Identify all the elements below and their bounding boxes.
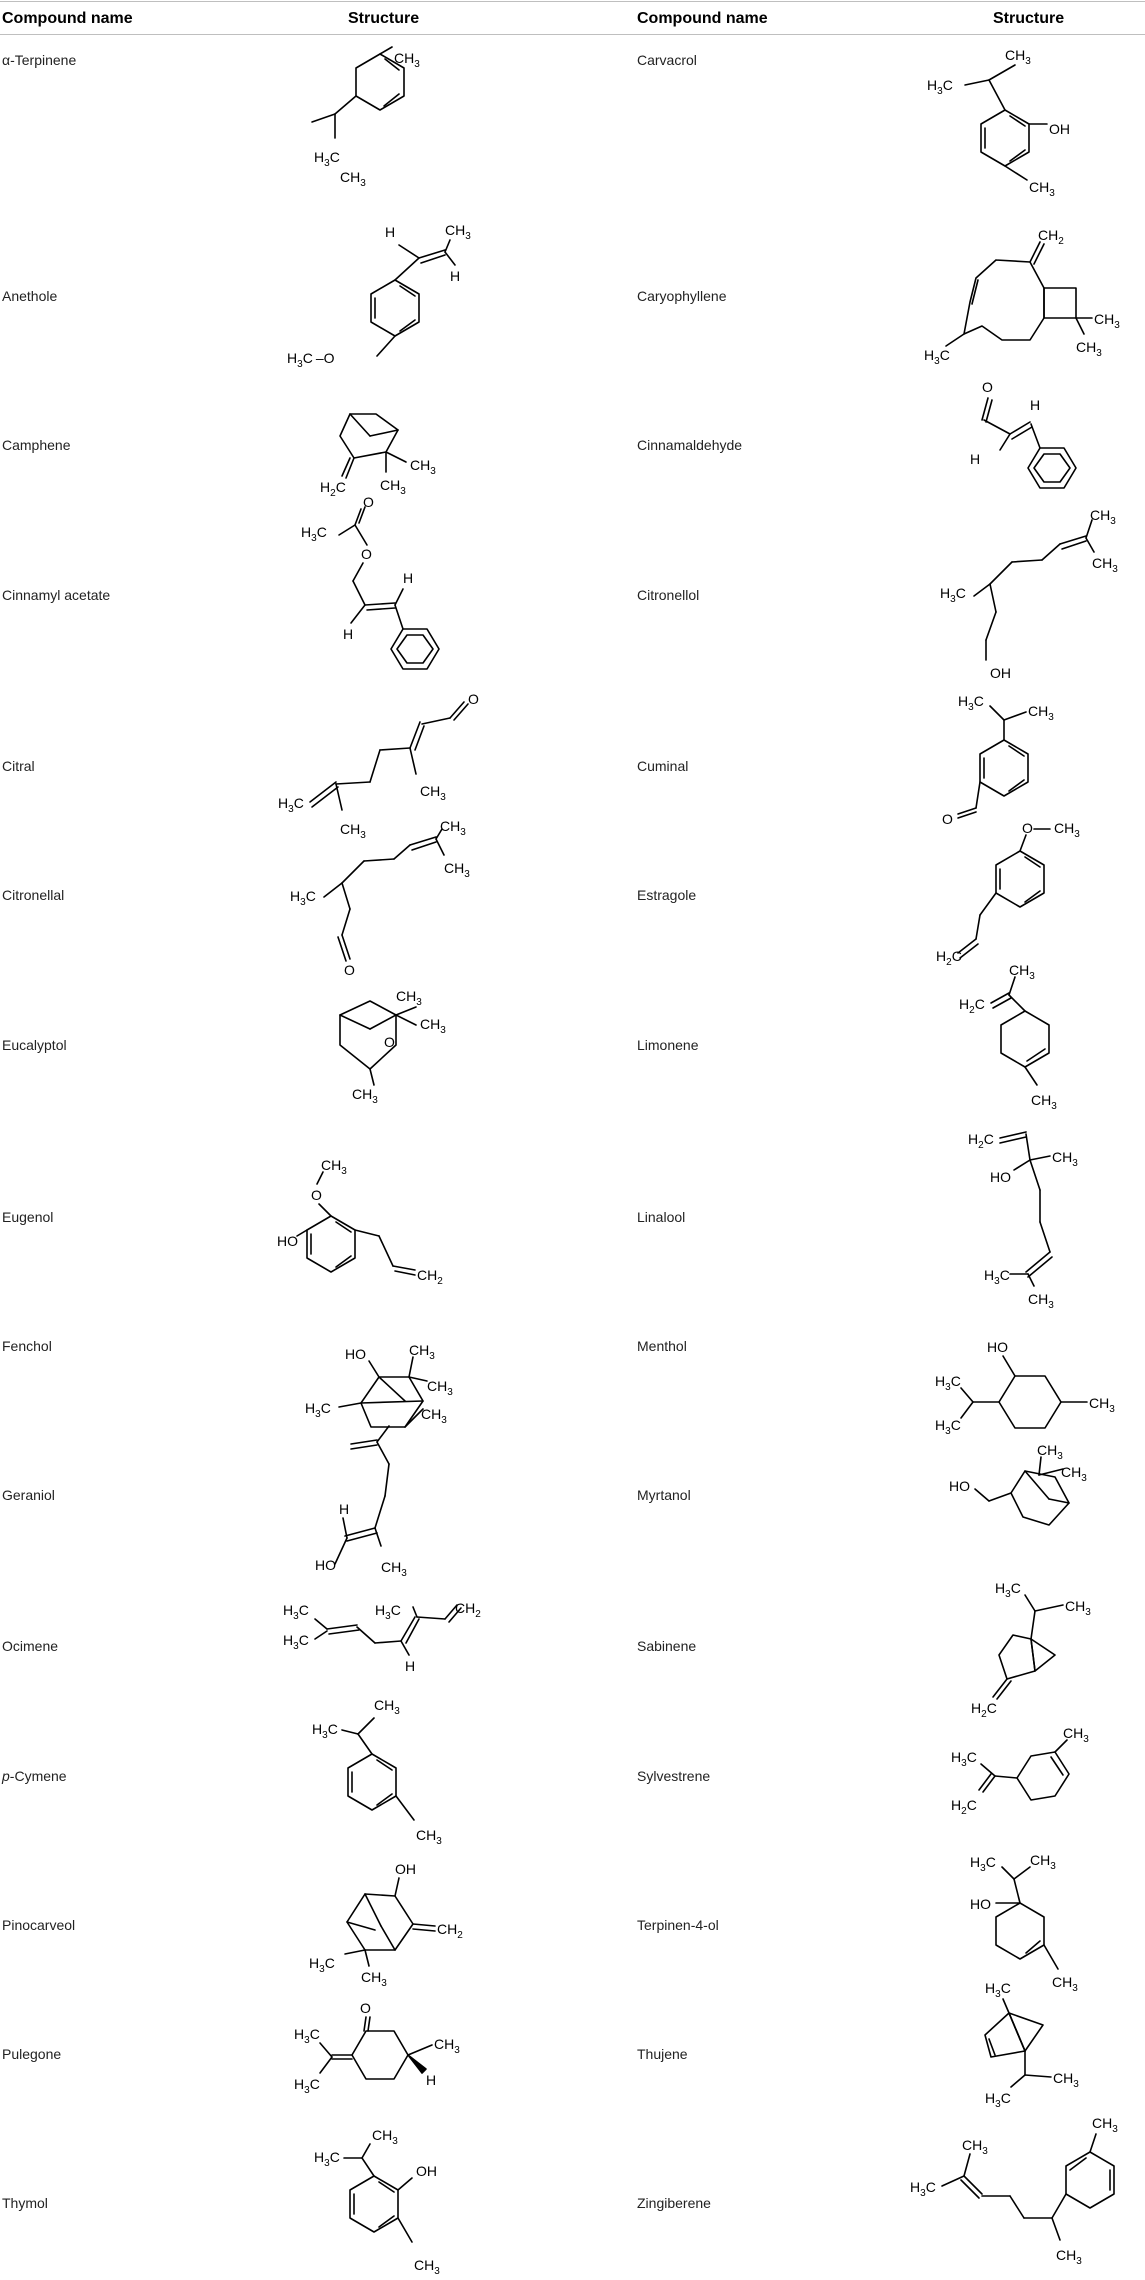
structure-citronellol [930, 500, 1120, 700]
compound-name: Terpinen-4-ol [637, 1917, 719, 1933]
compound-name: Thujene [637, 2046, 688, 2062]
svg-text:O: O [360, 2000, 371, 2016]
compound-name: Citronellal [2, 887, 65, 903]
svg-text:H3C: $H_3C$ [301, 524, 327, 544]
svg-text:O: O [942, 811, 953, 827]
compound-name: Camphene [2, 437, 71, 453]
svg-text:CH3: $CH_3$ [1052, 1149, 1078, 1169]
svg-text:CH3: $CH_3$ [1054, 820, 1080, 840]
svg-text:H3C: $H_3C$ [305, 1400, 331, 1420]
svg-text:CH3: $CH_3$ [1028, 1291, 1054, 1311]
svg-text:H: H [343, 626, 354, 642]
compound-name: α-Terpinene [2, 52, 77, 68]
svg-text:CH3: $CH_3$ [1092, 2115, 1118, 2135]
compound-name: Estragole [637, 887, 697, 903]
svg-text:CH3: $CH_3$ [1090, 507, 1116, 527]
compound-name: Thymol [2, 2195, 48, 2211]
svg-text:CH3: $CH_3$ [414, 2257, 440, 2277]
svg-text:H3C: $H_3C$ [924, 347, 950, 367]
svg-text:CH3: $CH_3$ [445, 222, 471, 242]
structure-alpha-terpinene [280, 40, 480, 210]
svg-text:CH3: $CH_3$ [352, 1086, 378, 1106]
structure-ocimene [275, 1595, 505, 1695]
svg-text:CH3: $CH_3$ [427, 1378, 453, 1398]
svg-text:HO: HO [970, 1896, 991, 1912]
svg-text:H3C: $H_3C$ [375, 1602, 401, 1622]
svg-text:CH3: $CH_3$ [1065, 1598, 1091, 1618]
svg-text:CH3: $CH_3$ [321, 1157, 347, 1177]
svg-text:CH3: $CH_3$ [374, 1697, 400, 1717]
svg-text:O: O [344, 962, 355, 978]
compound-name: Pinocarveol [2, 1917, 76, 1933]
compound-name: Caryophyllene [637, 288, 727, 304]
svg-text:H3C: $H_3C$ [984, 1267, 1010, 1287]
compound-name: Eugenol [2, 1209, 54, 1225]
svg-text:CH3: $CH_3$ [1029, 179, 1055, 199]
svg-text:H3C: $H_3C$ [290, 888, 316, 908]
compound-name: Menthol [637, 1338, 687, 1354]
svg-text:CH3: $CH_3$ [1009, 962, 1035, 982]
svg-text:CH3: $CH_3$ [420, 783, 446, 803]
svg-text:O: O [982, 379, 993, 395]
svg-text:OH: OH [395, 1861, 416, 1877]
svg-text:H3C: $H_3C$ [278, 795, 304, 815]
svg-text:CH3: $CH_3$ [410, 457, 436, 477]
header-compound-name-right: Compound name [637, 10, 768, 27]
structure-limonene [955, 962, 1125, 1125]
structure-thujene [945, 1975, 1125, 2125]
structure-eucalyptol [300, 985, 490, 1115]
structure-thymol [290, 2120, 490, 2280]
svg-text:OH: OH [1049, 121, 1070, 137]
svg-text:CH3: $CH_3$ [396, 988, 422, 1008]
compound-name: Cuminal [637, 758, 689, 774]
svg-text:H3C: $H_3C$ [951, 1749, 977, 1769]
compound-name: Zingiberene [637, 2195, 711, 2211]
svg-text:H3C: $H_3C$ [910, 2179, 936, 2199]
svg-text:CH2: $CH_2$ [1038, 227, 1064, 247]
svg-text:CH3: $CH_3$ [1076, 339, 1102, 359]
svg-text:H3C: $H_3C$ [970, 1854, 996, 1874]
svg-text:H3C: $H_3C$ [314, 2149, 340, 2169]
svg-text:H2C: $H_2C$ [320, 479, 346, 499]
svg-text:CH3: $CH_3$ [340, 821, 366, 841]
structure-sabinene [945, 1575, 1125, 1725]
header-compound-name-left: Compound name [2, 10, 133, 27]
compound-name: Citronellol [637, 587, 700, 603]
compound-name: Myrtanol [637, 1487, 691, 1503]
svg-text:O: O [361, 546, 372, 562]
svg-text:H3C: $H_3C$ [283, 1602, 309, 1622]
svg-text:H: H [405, 1658, 416, 1674]
svg-text:CH2: $CH_2$ [437, 1921, 463, 1941]
compound-name: Linalool [637, 1209, 686, 1225]
compound-name: Eucalyptol [2, 1037, 67, 1053]
svg-text:HO: HO [990, 1169, 1011, 1185]
structure-linalool [930, 1120, 1130, 1315]
svg-text:H: H [1030, 397, 1041, 413]
svg-text:H: H [450, 268, 461, 284]
svg-text:H: H [426, 2072, 437, 2088]
svg-text:HO: HO [949, 1478, 970, 1494]
structure-pulegone [280, 1985, 500, 2115]
svg-text:H3C: $H_3C$ [958, 693, 984, 713]
compound-name: Ocimene [2, 1638, 59, 1654]
svg-text:H3C: $H_3C$ [283, 1632, 309, 1652]
svg-text:HO: HO [987, 1339, 1008, 1355]
svg-text:H3C: $H_3C$ [294, 2076, 320, 2096]
compound-name: Pulegone [2, 2046, 62, 2062]
svg-text:CH3: $CH_3$ [1092, 555, 1118, 575]
compound-name: Cinnamyl acetate [2, 587, 111, 603]
svg-text:CH3: $CH_3$ [1052, 1974, 1078, 1994]
svg-text:CH3: $CH_3$ [420, 1016, 446, 1036]
structure-cinnamaldehyde [960, 370, 1110, 520]
compound-name: p-Cymene [2, 1768, 67, 1784]
svg-text:H3C: $H_3C$ [927, 77, 953, 97]
svg-text:CH3: $CH_3$ [381, 1559, 407, 1579]
svg-text:H: H [403, 570, 414, 586]
structure-eugenol [275, 1150, 505, 1290]
svg-text:O: O [468, 691, 479, 707]
structure-cinnamyl-acetate [295, 495, 485, 695]
header-structure-left: Structure [348, 10, 420, 27]
svg-text:CH3: $CH_3$ [1053, 2070, 1079, 2090]
svg-text:CH3: $CH_3$ [1030, 1852, 1056, 1872]
svg-text:CH2: $CH_2$ [455, 1600, 481, 1620]
compound-name: Geraniol [2, 1487, 55, 1503]
svg-text:H3C: $H_3C$ [995, 1580, 1021, 1600]
structure-carvacrol [925, 40, 1125, 200]
svg-text:H3C: $H_3C$ [985, 1980, 1011, 2000]
svg-text:OH: OH [990, 665, 1011, 681]
svg-text:CH3: $CH_3$ [1031, 1092, 1057, 1112]
svg-text:CH3: $CH_3$ [394, 50, 420, 70]
svg-text:H2C: $H_2C$ [968, 1131, 994, 1151]
structure-geraniol [305, 1418, 505, 1588]
svg-text:H3C: $H_3C$ [940, 585, 966, 605]
svg-text:H3C: $H_3C$ [935, 1373, 961, 1393]
svg-text:CH3: $CH_3$ [962, 2137, 988, 2157]
svg-text:H2C: $H_2C$ [971, 1700, 997, 1720]
svg-text:H2C: $H_2C$ [951, 1797, 977, 1817]
svg-text:CH3: $CH_3$ [1056, 2247, 1082, 2267]
compound-name: Sylvestrene [637, 1768, 711, 1784]
header-bottom-rule [0, 34, 1145, 35]
svg-text:CH3: $CH_3$ [409, 1342, 435, 1362]
compound-name: Limonene [637, 1037, 699, 1053]
svg-text:HO: HO [345, 1346, 366, 1362]
svg-text:H: H [339, 1501, 350, 1517]
header-structure-right: Structure [993, 10, 1065, 27]
structure-sylvestrene [945, 1720, 1125, 1840]
svg-text:CH3: $CH_3$ [372, 2127, 398, 2147]
svg-text:H2C: $H_2C$ [936, 948, 962, 968]
svg-text:CH3: $CH_3$ [1037, 1442, 1063, 1462]
svg-text:H: H [385, 224, 396, 240]
svg-text:O: O [1022, 820, 1033, 836]
compound-name: Citral [2, 758, 35, 774]
compound-name: Anethole [2, 288, 58, 304]
structure-citronellal [280, 818, 500, 1005]
structure-camphene [290, 388, 490, 498]
svg-text:CH3: $CH_3$ [1089, 1395, 1115, 1415]
structure-estragole [930, 815, 1130, 985]
svg-text:H3C: $H_3C$ [314, 149, 340, 169]
svg-text:O: O [384, 1034, 395, 1050]
svg-text:H3C: $H_3C$ [985, 2090, 1011, 2110]
svg-text:H3C–O: $H_3C$ –O [287, 350, 335, 370]
svg-text:HO: HO [315, 1557, 336, 1573]
table-top-rule [0, 1, 1145, 2]
structure-caryophyllene [920, 222, 1130, 372]
svg-text:OH: OH [416, 2163, 437, 2179]
structure-p-cymene [290, 1690, 480, 1860]
svg-text:CH3: $CH_3$ [1061, 1464, 1087, 1484]
svg-text:CH3: $CH_3$ [1094, 311, 1120, 331]
svg-text:CH3: $CH_3$ [421, 1406, 447, 1426]
svg-text:CH3: $CH_3$ [1028, 703, 1054, 723]
svg-text:H3C: $H_3C$ [312, 1721, 338, 1741]
svg-text:H3C: $H_3C$ [935, 1417, 961, 1437]
structure-anethole [285, 215, 505, 375]
svg-text:H3C: $H_3C$ [309, 1955, 335, 1975]
svg-text:CH3: $CH_3$ [380, 477, 406, 497]
svg-text:CH3: $CH_3$ [444, 860, 470, 880]
svg-text:O: O [363, 494, 374, 510]
svg-text:H2C: $H_2C$ [959, 996, 985, 1016]
structure-myrtanol [945, 1442, 1125, 1555]
structure-zingiberene [910, 2110, 1130, 2275]
svg-text:CH3: $CH_3$ [416, 1827, 442, 1847]
svg-text:CH3: $CH_3$ [434, 2036, 460, 2056]
svg-text:CH3: $CH_3$ [340, 169, 366, 189]
compound-name: Fenchol [2, 1338, 52, 1354]
compound-name: Carvacrol [637, 52, 697, 68]
svg-text:H: H [970, 451, 981, 467]
svg-text:H3C: $H_3C$ [294, 2026, 320, 2046]
structure-pinocarveol [295, 1850, 495, 2000]
svg-text:CH3: $CH_3$ [440, 818, 466, 838]
compound-name: Sabinene [637, 1638, 697, 1654]
compound-name: Cinnamaldehyde [637, 437, 743, 453]
svg-text:CH3: $CH_3$ [361, 1969, 387, 1989]
svg-text:O: O [311, 1187, 322, 1203]
svg-text:CH3: $CH_3$ [1005, 47, 1031, 67]
svg-text:HO: HO [277, 1233, 298, 1249]
svg-text:CH3: $CH_3$ [1063, 1725, 1089, 1745]
svg-text:CH2: $CH_2$ [417, 1267, 443, 1287]
